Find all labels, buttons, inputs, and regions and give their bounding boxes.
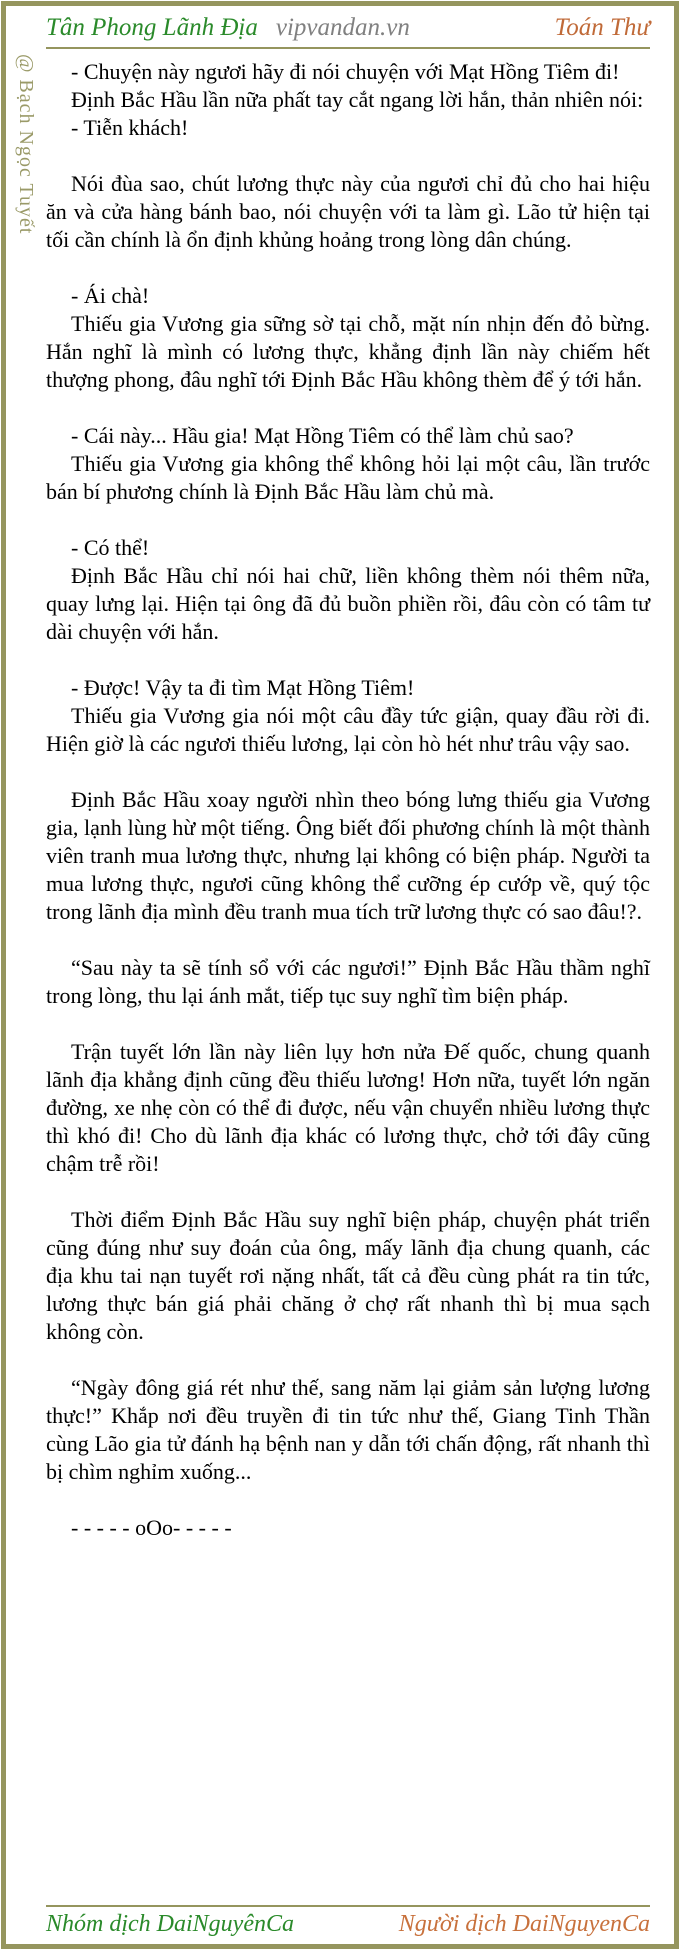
paragraph: Thời điểm Định Bắc Hầu suy nghĩ biện pháp, chuyện phát triển cũng đúng như suy đoán của ông, mấy lãnh địa chung quanh, các địa khu tai nạn tuyết rơi nặng nhất, tất cả đều cùng phát ra tin tức, lương thực bán giá phải chăng ở chợ rất nhanh thì bị mua sạch không còn. xyxy=(46,1207,650,1344)
paragraph: - Ái chà! xyxy=(71,283,150,308)
paragraph: “Sau này ta sẽ tính sổ với các ngươi!” Định Bắc Hầu thầm nghĩ trong lòng, thu lại ánh mắt, tiếp tục suy nghĩ tìm biện pháp. xyxy=(46,955,650,1008)
translator-group: Nhóm dịch DaiNguyênCa xyxy=(46,1911,294,1937)
paragraph: Định Bắc Hầu lần nữa phất tay cắt ngang lời hắn, thản nhiên nói: xyxy=(71,87,644,112)
paragraph-block xyxy=(46,1206,650,1346)
paragraph: Thiếu gia Vương gia sững sờ tại chỗ, mặt nín nhịn đến đỏ bừng. Hắn nghĩ là mình có lương thực, khẳng định lần này chiếm hết thượng phong, đâu nghĩ tới Định Bắc Hầu không thèm để ý tới hắn. xyxy=(46,311,650,392)
paragraph: Thiếu gia Vương gia nói một câu đầy tức giận, quay đầu rời đi. Hiện giờ là các ngươi thiếu lương, lại còn hò hét như trâu vậy sao. xyxy=(46,703,650,756)
paragraph-block xyxy=(46,534,650,646)
paragraph-block xyxy=(46,422,650,506)
paragraph: Nói đùa sao, chút lương thực này của ngươi chỉ đủ cho hai hiệu ăn và cửa hàng bánh bao, nói chuyện với ta làm gì. Lão tử hiện tại tối cần chính là ổn định khủng hoảng trong lòng dân chúng. xyxy=(46,171,650,252)
paragraph: Trận tuyết lớn lần này liên lụy hơn nửa Đế quốc, chung quanh lãnh địa khẳng định cũng đều thiếu lương! Hơn nữa, tuyết lớn ngăn đường, xe nhẹ còn có thể đi được, nếu vận chuyển nhiều lương thực thì khó đi! Cho dù lãnh địa khác có lương thực, chở tới đây cũng chậm trễ rồi! xyxy=(46,1039,650,1176)
site-name: vipvandan.vn xyxy=(275,14,410,41)
paragraph-block xyxy=(46,1374,650,1486)
footer-credits xyxy=(46,1909,650,1939)
translator-person: Người dịch DaiNguyenCa xyxy=(398,1911,650,1937)
chapter-title: Toán Thư xyxy=(554,14,650,41)
watermark-author: @ Bạch Ngọc Tuyết xyxy=(15,54,37,235)
novel-title: Tân Phong Lãnh Địa xyxy=(46,14,258,41)
paragraph-block xyxy=(46,170,650,254)
paragraph: - Cái này... Hầu gia! Mạt Hồng Tiêm có thể làm chủ sao? xyxy=(71,423,574,448)
paragraph: - Tiễn khách! xyxy=(71,115,189,140)
paragraph: “Ngày đông giá rét như thế, sang năm lại giảm sản lượng lương thực!” Khắp nơi đều truyền đi tin tức như thế, Giang Tinh Thần cùng Lão gia tử đánh hạ bệnh nan y dẫn tới chấn động, rất nhanh thì bị chìm nghỉm xuống... xyxy=(46,1375,650,1484)
novel-page xyxy=(1,1,679,1949)
paragraph: - Có thể! xyxy=(71,535,150,560)
paragraph-block xyxy=(46,1514,650,1542)
header-divider xyxy=(46,47,650,49)
footer-divider xyxy=(46,1905,650,1907)
paragraph: Định Bắc Hầu xoay người nhìn theo bóng lưng thiếu gia Vương gia, lạnh lùng hừ một tiếng. Ông biết đối phương chính là một thành viên tranh mua lương thực, nhưng lại không có biện pháp. Người ta mua lương thực, ngươi cũng không thể cưỡng ép cướp về, quý tộc trong lãnh địa mình đều tranh mua tích trữ lương thực có sao đâu!?. xyxy=(46,787,650,924)
paragraph-block xyxy=(46,954,650,1010)
paragraph-block xyxy=(46,1038,650,1178)
paragraph-block xyxy=(46,282,650,394)
paragraph: Thiếu gia Vương gia không thể không hỏi lại một câu, lần trước bán bí phương chính là Định Bắc Hầu làm chủ mà. xyxy=(46,451,650,504)
page-header xyxy=(46,13,650,43)
paragraph-block xyxy=(46,58,650,142)
paragraph: - Được! Vậy ta đi tìm Mạt Hồng Tiêm! xyxy=(71,675,415,700)
paragraph-block xyxy=(46,786,650,926)
paragraph: - - - - - oOo- - - - - xyxy=(71,1515,232,1540)
paragraph-block xyxy=(46,674,650,758)
paragraph: Định Bắc Hầu chỉ nói hai chữ, liền không thèm nói thêm nữa, quay lưng lại. Hiện tại ông đã đủ buồn phiền rồi, đâu còn có tâm tư dài chuyện với hắn. xyxy=(46,563,650,644)
paragraph: - Chuyện này ngươi hãy đi nói chuyện với Mạt Hồng Tiêm đi! xyxy=(71,59,620,84)
page-footer xyxy=(6,1905,674,1941)
chapter-text xyxy=(46,58,650,1542)
